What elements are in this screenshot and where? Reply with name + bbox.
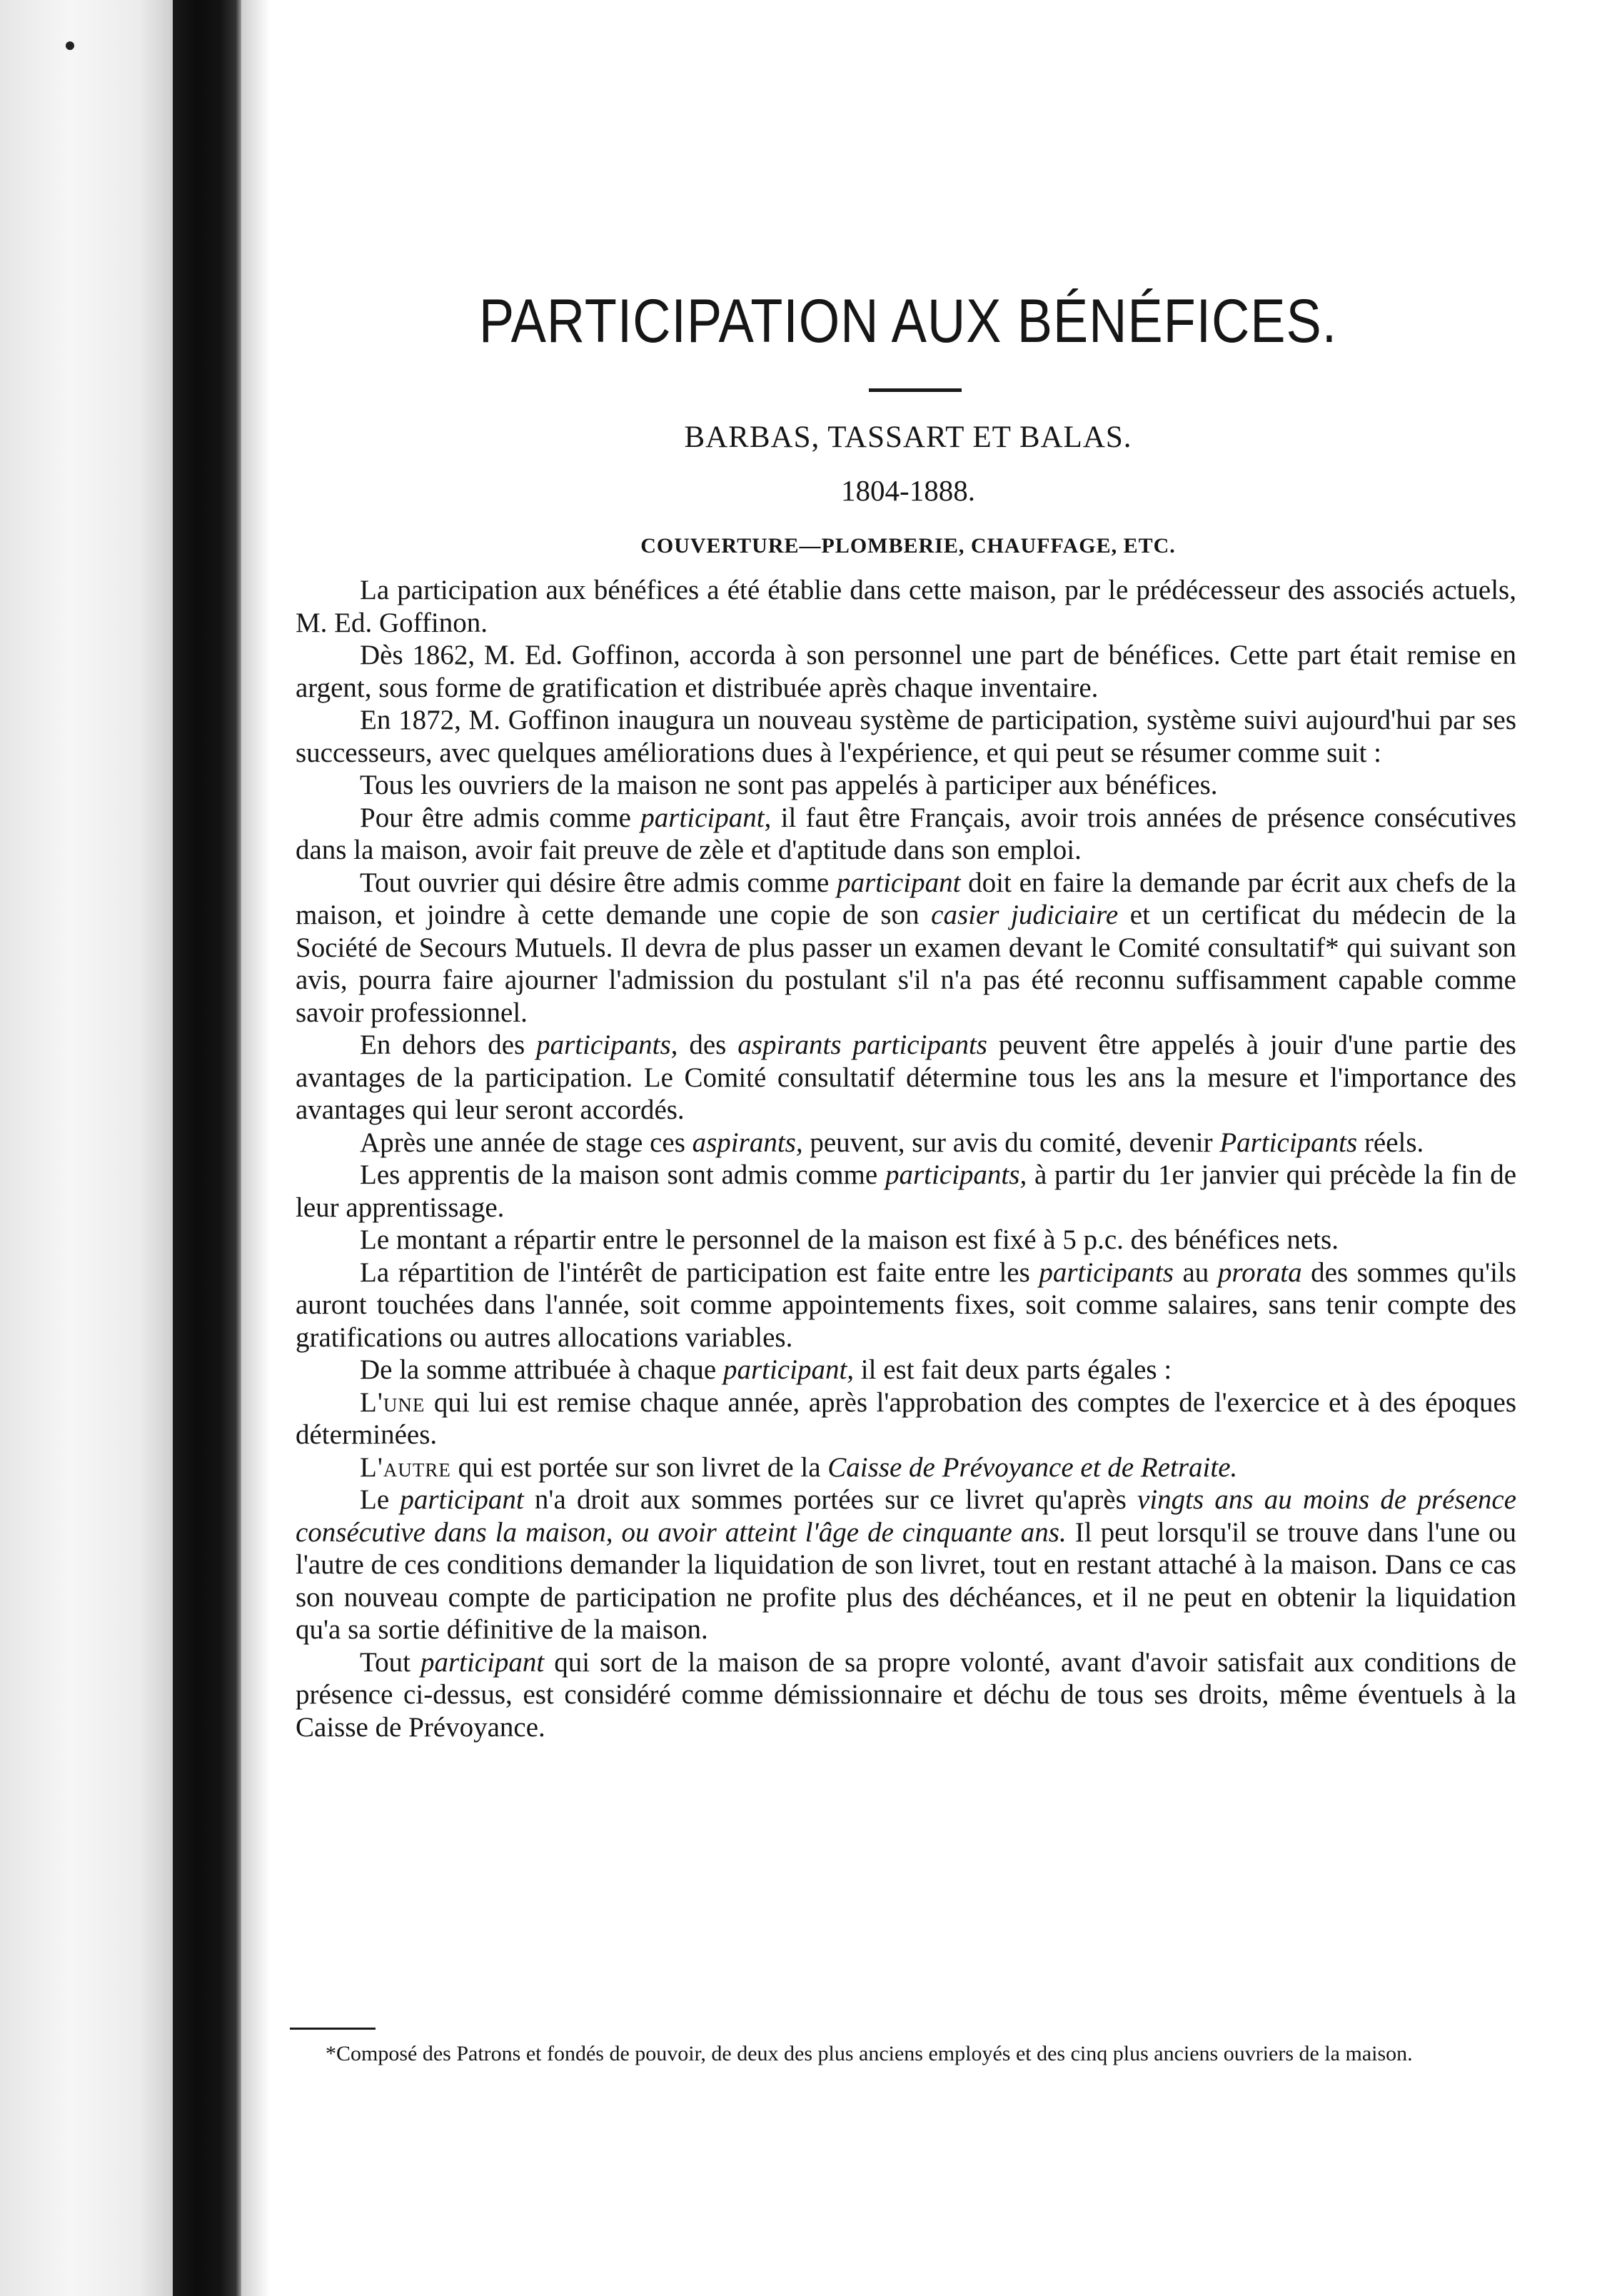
paragraph bbox=[296, 1386, 1516, 1451]
paragraph bbox=[296, 1257, 1516, 1354]
text-run: qui lui est remise chaque année, après l'approbation des comptes de l'exercice et à des époques déterminées. bbox=[296, 1386, 1516, 1450]
footnote-rule bbox=[290, 2028, 376, 2030]
text-run: Les apprentis de la maison sont admis comme bbox=[360, 1159, 885, 1190]
text-run: Tout bbox=[360, 1646, 420, 1678]
text-run: peuvent, sur avis du comité, devenir bbox=[802, 1127, 1220, 1158]
text-run: , il faut être Français, avoir trois années de présence consécutives dans la maison, avoir fait preuve de zèle et d'aptitude dans son emploi. bbox=[296, 802, 1516, 865]
text-run: peuvent être appelés à jouir d'une partie des avantages de la participation. Le Comité consultatif détermine tous les ans la mesure et l'importance des avantages qui leur seront accordés. bbox=[296, 1029, 1516, 1125]
paragraph bbox=[296, 1451, 1516, 1484]
italic-term: casier judiciaire bbox=[931, 900, 1119, 930]
ink-speck bbox=[66, 41, 74, 50]
text-run: et un certificat du médecin de la Société de Secours Mutuels. Il devra de plus passer un examen devant le Comité consultatif* qui suivant son avis, pourra faire ajourner l'admission du postulant s'il n'a pas été reconnu suffisamment capable comme savoir professionnel. bbox=[296, 900, 1516, 1028]
italic-term: participants bbox=[1039, 1257, 1174, 1288]
text-run: qui sort de la maison de sa propre volonté, avant d'avoir satisfait aux conditions de présence ci-dessus, est considéré comme démissionnaire et déchu de tous ses droits, même éventuels à la Caisse de Prévoyance. bbox=[296, 1646, 1517, 1743]
text-run: il est fait deux parts égales : bbox=[854, 1354, 1172, 1385]
italic-term: vingts ans au moins de présence consécutive dans la maison, ou avoir atteint l'âge de cinquante ans. bbox=[296, 1484, 1517, 1548]
text-run: La répartition de l'intérêt de participation est faite entre les bbox=[360, 1257, 1039, 1288]
footnote-text: *Composé des Patrons et fondés de pouvoir, de deux des plus anciens employés et des cinq plus anciens ouvriers de la maison. bbox=[326, 2042, 1413, 2065]
italic-term: participants, bbox=[536, 1029, 678, 1060]
text-run: Tout ouvrier qui désire être admis comme bbox=[360, 867, 837, 898]
text-run: Le bbox=[360, 1484, 401, 1515]
italic-term: participants, bbox=[885, 1159, 1027, 1190]
italic-term: aspirants, bbox=[692, 1127, 803, 1158]
paragraph bbox=[296, 1484, 1516, 1646]
paragraph bbox=[296, 1029, 1516, 1127]
paragraph bbox=[296, 1354, 1516, 1386]
paragraph: Dès 1862, M. Ed. Goffinon, accorda à son personnel une part de bénéfices. Cette part était remise en argent, sous forme de gratification et distribuée après chaque inventaire. bbox=[296, 640, 1516, 703]
paragraph: Le montant a répartir entre le personnel de la maison est fixé à 5 p.c. des bénéfices nets. bbox=[360, 1224, 1339, 1255]
text-run: Pour être admis comme bbox=[360, 802, 641, 833]
text-run: des sommes qu'ils auront touchées dans l'année, soit comme appointements fixes, soit comme salaires, sans tenir compte des gratifications ou autres allocations variables. bbox=[296, 1257, 1517, 1353]
footnote bbox=[290, 2042, 1518, 2066]
text-run: n'a droit aux sommes portées sur ce livret qu'après bbox=[523, 1484, 1138, 1515]
date-range: 1804-1888. bbox=[841, 474, 975, 507]
small-caps-term: L'une bbox=[360, 1386, 425, 1418]
paragraph bbox=[296, 867, 1516, 1029]
page-content bbox=[280, 0, 1551, 2296]
book-binding bbox=[173, 0, 241, 2296]
text-run: Il peut lorsqu'il se trouve dans l'une ou l'autre de ces conditions demander la liquidation de son livret, tout en restant attaché à la maison. Dans ce cas son nouveau compte de participation ne profite plus des déchéances, et il ne peut en obtenir la liquidation qu'a sa sortie définitive de la maison. bbox=[296, 1516, 1516, 1645]
company-name: BARBAS, TASSART ET BALAS. bbox=[684, 421, 1132, 454]
page-title: PARTICIPATION AUX BÉNÉFICES. bbox=[478, 287, 1338, 356]
text-run: des bbox=[677, 1029, 738, 1060]
paragraph bbox=[296, 1159, 1516, 1224]
text-run: Après une année de stage ces bbox=[360, 1127, 692, 1158]
body-text bbox=[296, 574, 1516, 1743]
italic-term: aspirants participants bbox=[737, 1029, 987, 1060]
paragraph: En 1872, M. Goffinon inaugura un nouveau système de participation, système suivi aujourd'hui par ses successeurs, avec quelques améliorations dues à l'expérience, et qui peut se résumer comme suit : bbox=[296, 705, 1516, 768]
gutter-shadow bbox=[241, 0, 270, 2296]
italic-term: Caisse de Prévoyance et de Retraite. bbox=[827, 1451, 1238, 1483]
text-run: En dehors des bbox=[360, 1029, 537, 1060]
paragraph bbox=[296, 802, 1516, 867]
italic-term: participant bbox=[400, 1484, 524, 1515]
facing-page-edge bbox=[0, 0, 173, 2296]
paragraph: La participation aux bénéfices a été établie dans cette maison, par le prédécesseur des associés actuels, M. Ed. Goffinon. bbox=[296, 575, 1516, 638]
italic-term: prorata bbox=[1217, 1257, 1302, 1288]
italic-term: participant bbox=[837, 867, 961, 898]
paragraph: Tous les ouvriers de la maison ne sont pas appelés à participer aux bénéfices. bbox=[360, 770, 1218, 800]
text-run: qui est portée sur son livret de la bbox=[450, 1451, 828, 1483]
trade-description: COUVERTURE—PLOMBERIE, CHAUFFAGE, ETC. bbox=[640, 534, 1176, 558]
text-run: au bbox=[1173, 1257, 1218, 1288]
italic-term: Participants bbox=[1219, 1127, 1358, 1158]
paragraph bbox=[296, 1127, 1516, 1159]
paragraph bbox=[296, 1646, 1516, 1744]
italic-term: participant, bbox=[722, 1354, 855, 1385]
italic-term: participant bbox=[640, 802, 765, 833]
text-run: De la somme attribuée à chaque bbox=[360, 1354, 723, 1385]
text-run: réels. bbox=[1357, 1127, 1424, 1158]
title-rule bbox=[869, 388, 962, 392]
text-run: à partir du 1er janvier qui précède la fin de leur apprentissage. bbox=[296, 1159, 1516, 1223]
text-run: doit en faire la demande par écrit aux chefs de la maison, et joindre à cette demande une copie de son bbox=[296, 867, 1516, 930]
small-caps-term: L'autre bbox=[360, 1451, 451, 1483]
italic-term: participant bbox=[420, 1646, 545, 1678]
